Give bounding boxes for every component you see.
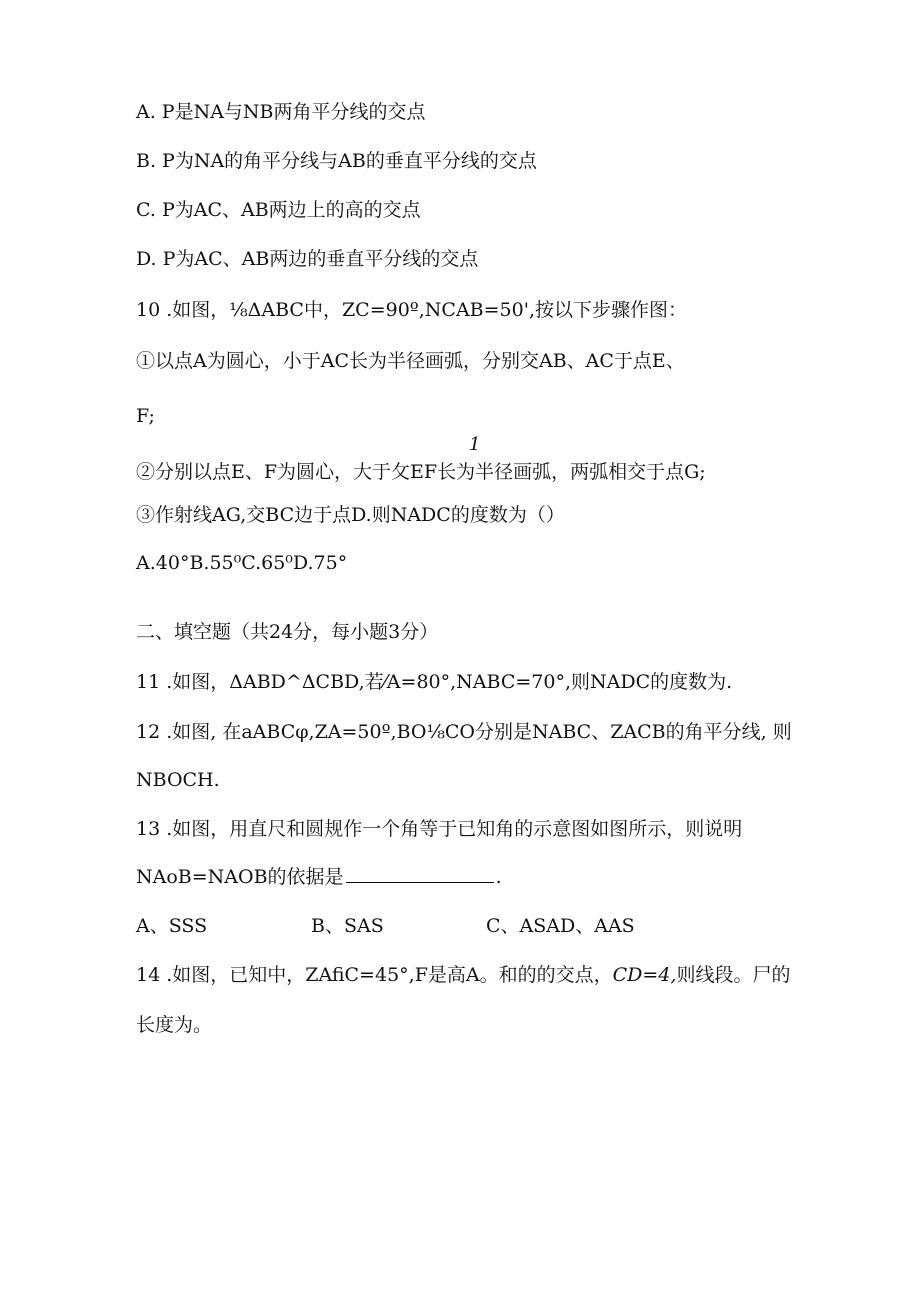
section-title: 二、填空题（共24分，每小题3分） <box>136 621 439 643</box>
q13-choice-b: B、SAS <box>311 915 384 937</box>
q14-line1 <box>136 963 790 987</box>
q13-choices <box>136 914 635 938</box>
q9-option-d: D. P为AC、AB两边的垂直平分线的交点 <box>136 248 479 270</box>
q14-line2: 长度为。 <box>136 1014 213 1036</box>
q10-step3: ③作射线AG,交BC边于点D.则NADC的度数为（） <box>136 504 565 526</box>
q10-stem: 10 .如图，⅛ΔABC中，ZC=90º,NCAB=50',按以下步骤作图： <box>136 299 687 321</box>
q12-line1: 12 .如图, 在aABCφ,ZA=50º,BO⅛CO分别是NABC、ZACB的角平分线, 则 <box>136 721 792 743</box>
fraction-numerator: 1 <box>469 434 481 455</box>
q9-option-c: C. P为AC、AB两边上的高的交点 <box>136 199 421 221</box>
q10-step1-cont: F; <box>136 405 155 427</box>
q10-choices: A.40°B.55⁰C.65⁰D.75° <box>136 552 348 574</box>
q14-line1-italic: CD=4, <box>612 964 677 986</box>
q14-line1-a: 14 .如图，已知中，ZAfiC=45°,F是高A。和的的交点， <box>136 964 613 986</box>
q14-line1-b: 则线段。尸的 <box>676 964 791 986</box>
q9-option-a: A. P是NA与NB两角平分线的交点 <box>136 101 426 123</box>
q10-step2: ②分别以点E、F为圆心，大于攵EF长为半径画弧，两弧相交于点G; <box>136 461 706 483</box>
q13-choice-cd: C、ASAD、AAS <box>486 915 635 937</box>
q12-line2: NBOCH. <box>136 769 220 791</box>
q13-choice-a: A、SSS <box>136 915 208 937</box>
q9-option-b: B. P为NA的角平分线与AB的垂直平分线的交点 <box>136 150 537 172</box>
q13-line2-suffix: . <box>495 866 502 888</box>
q13-line2-prefix: NAoB=NAOB的依据是 <box>136 866 344 888</box>
q10-step1: ①以点A为圆心，小于AC长为半径画弧，分别交AB、AC于点E、 <box>136 350 685 372</box>
answer-blank <box>346 866 494 883</box>
q13-line1: 13 .如图，用直尺和圆规作一个角等于已知角的示意图如图所示，则说明 <box>136 818 743 840</box>
q13-line2 <box>136 865 502 889</box>
q11-text: 11 .如图，ΔABD^ΔCBD,若⁄A=80°,NABC=70°,则NADC的度数为. <box>136 671 733 693</box>
